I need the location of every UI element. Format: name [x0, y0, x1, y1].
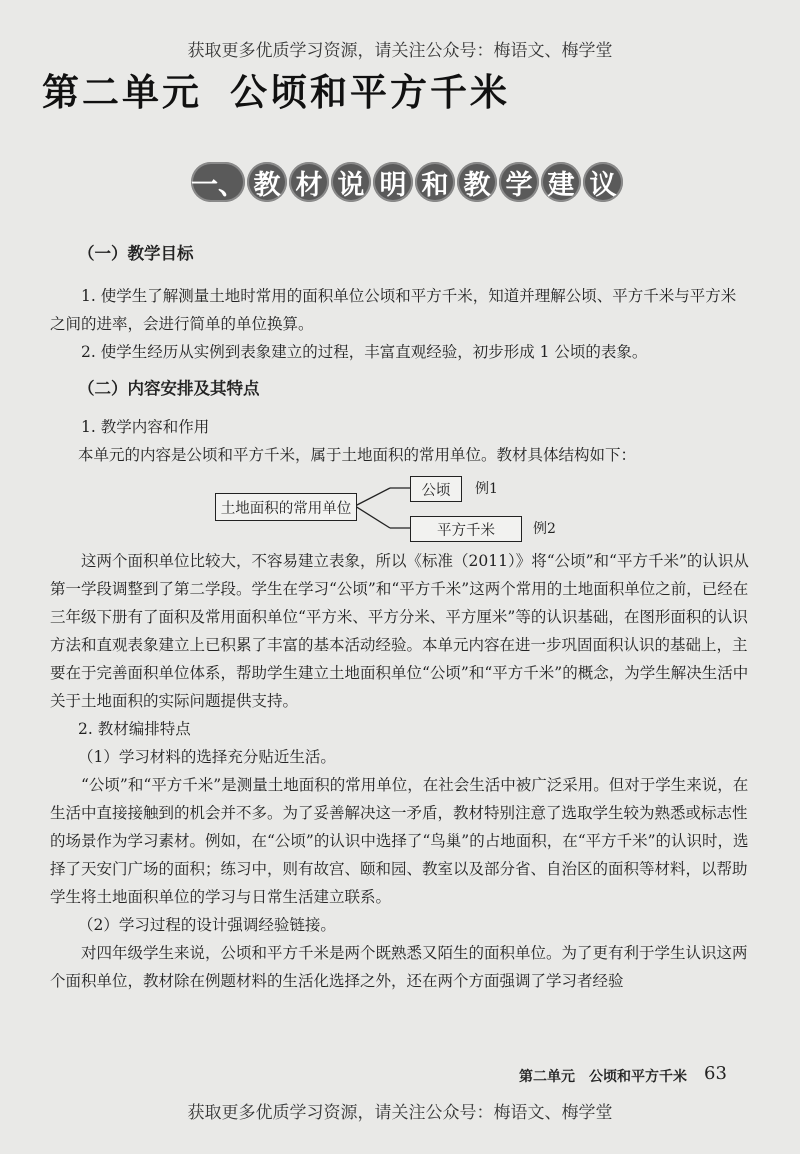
section-2-heading: [78, 375, 748, 403]
unit-title-name: 公顷和平方千米: [230, 70, 510, 114]
footer-note: 获取更多优质学习资源，请关注公众号：梅语文、梅学堂: [187, 1103, 613, 1123]
goal-paragraph-2: 2. 使学生经历从实例到表象建立的过程，丰富直观经验，初步形成 1 公顷的表象。: [81, 343, 648, 361]
subheading-content: 1. 教学内容和作用: [81, 418, 210, 436]
content-intro: 本单元的内容是公顷和平方千米，属于土地面积的常用单位。教材具体结构如下：: [78, 446, 637, 464]
paragraph-feature-1: “公顷”和“平方千米”是测量土地面积的常用单位，在社会生活中被广泛采用。但对于学生来说，在生活中直接接触到的机会并不多。为了妥善解决这一矛盾，教材特别注意了选取学生较为熟悉或标志性的场景作为学习素材。例如，在“公顷”的认识中选择了“鸟巢”的占地面积，在“平方千米”的认识时，选择了天安门广场的面积；练习中，则有故宫、颐和园、教室以及部分省、自治区的面积等材料，以帮助学生将土地面积单位的学习与日常生活建立联系。: [50, 776, 749, 906]
diagram-child-sqkm: 平方千米: [410, 516, 522, 542]
section-heading: （一）教学目标: [78, 244, 194, 263]
banner-char: 建: [541, 162, 581, 202]
banner-char: 和: [415, 162, 455, 202]
section-2-intro: [50, 413, 750, 469]
banner-char: 一、: [191, 162, 245, 202]
section-1-heading: [78, 240, 748, 268]
unit-title-number: 第二单元: [42, 70, 202, 114]
banner-char: 说: [331, 162, 371, 202]
footer-unit-title: 第二单元 公顷和平方千米: [519, 1069, 687, 1085]
banner-char: 学: [499, 162, 539, 202]
feature-point-1: （1）学习材料的选择充分贴近生活。: [78, 748, 336, 766]
paragraph-units-background: 这两个面积单位比较大，不容易建立表象，所以《标准（2011）》将“公顷”和“平方千米”的认识从第一学段调整到了第二学段。学生在学习“公顷”和“平方千米”这两个常用的土地面积单位之前，已经在三年级下册有了面积及常用面积单位“平方米、平方分米、平方厘米”等的认识基础，在图形面积的认识方法和直观表象建立上已积累了丰富的基本活动经验。本单元内容在进一步巩固面积认识的基础上，主要在于完善面积单位体系，帮助学生建立土地面积单位“公顷”和“平方千米”的概念，为学生解决生活中关于土地面积的实际问题提供支持。: [50, 552, 749, 710]
paragraph-feature-2: 对四年级学生来说，公顷和平方千米是两个既熟悉又陌生的面积单位。为了更有利于学生认识这两个面积单位，教材除在例题材料的生活化选择之外，还在两个方面强调了学习者经验: [50, 944, 748, 990]
banner-char: 明: [373, 162, 413, 202]
diagram-child-hectare: 公顷: [410, 476, 462, 502]
subheading-features: 2. 教材编排特点: [78, 720, 191, 738]
section-heading: （二）内容安排及其特点: [78, 379, 260, 398]
goal-paragraph-1: 1. 使学生了解测量土地时常用的面积单位公顷和平方千米，知道并理解公顷、平方千米与平方米之间的进率，会进行简单的单位换算。: [50, 287, 737, 333]
unit-title: [42, 62, 510, 116]
banner-char: 教: [457, 162, 497, 202]
diagram-root-box: 土地面积的常用单位: [215, 493, 357, 521]
diagram-note-example-2: 例2: [533, 521, 556, 537]
structure-diagram: [215, 478, 595, 538]
section-banner: [191, 160, 623, 204]
banner-char: 议: [583, 162, 623, 202]
diagram-note-example-1: 例1: [475, 481, 498, 497]
header-note: 获取更多优质学习资源，请关注公众号：梅语文、梅学堂: [187, 41, 613, 61]
section-2-body: [50, 547, 750, 995]
banner-char: 材: [289, 162, 329, 202]
feature-point-2: （2）学习过程的设计强调经验链接。: [78, 916, 336, 934]
page-number: 63: [704, 1063, 727, 1084]
section-1-body: [50, 282, 750, 366]
banner-char: 教: [247, 162, 287, 202]
